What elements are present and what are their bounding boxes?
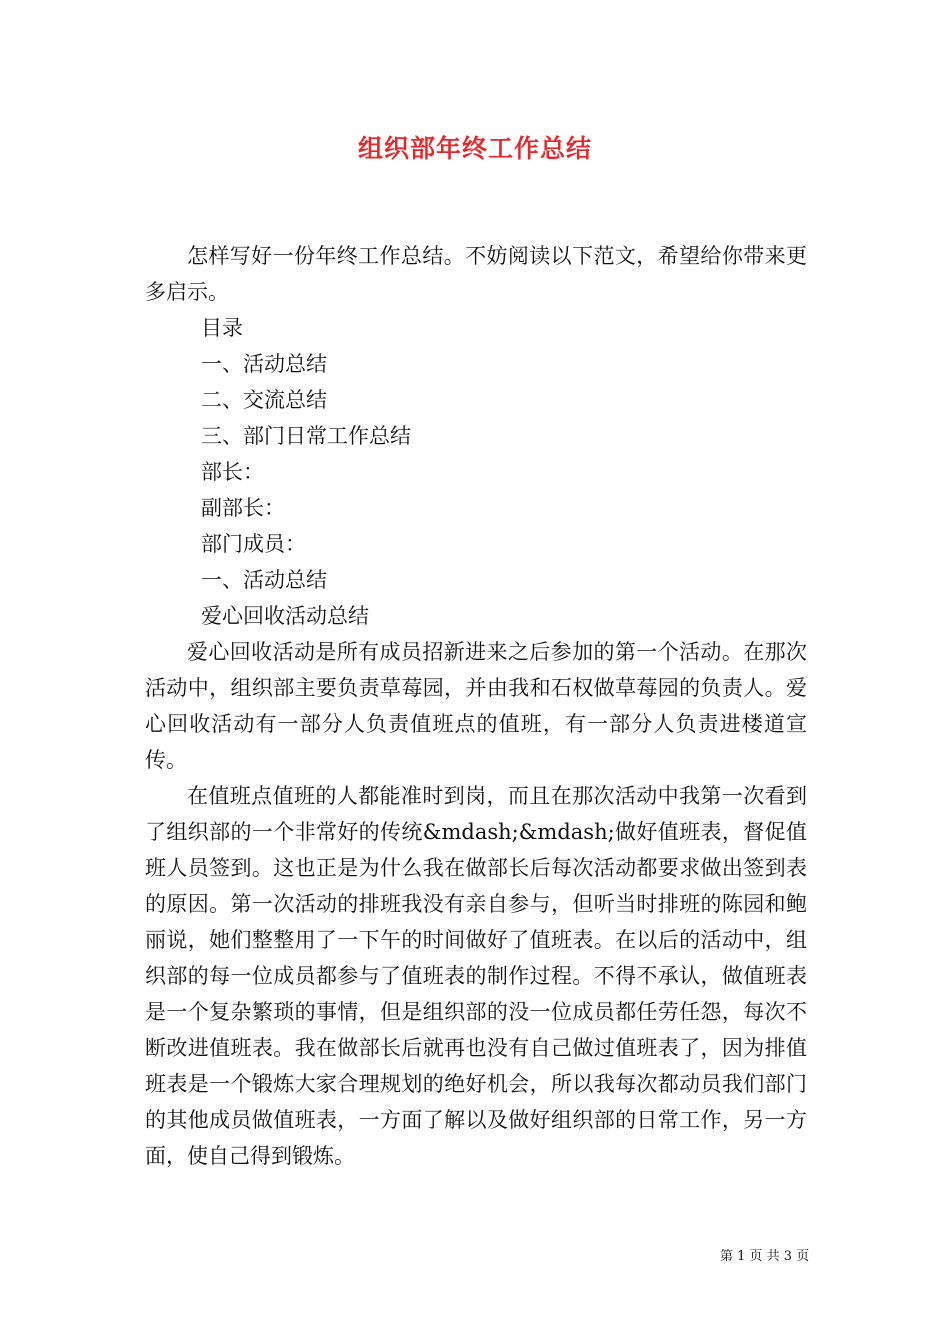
subheading: 爱心回收活动总结 xyxy=(201,604,369,628)
toc-heading: 目录 xyxy=(201,316,243,340)
toc-item: 部门成员： xyxy=(201,532,306,556)
document-title: 组织部年终工作总结 xyxy=(357,134,592,163)
section-heading: 一、活动总结 xyxy=(201,568,327,592)
page-number: 第 1 页 共 3 页 xyxy=(720,1249,810,1264)
toc-item: 三、部门日常工作总结 xyxy=(201,424,411,448)
document-body xyxy=(145,238,807,1174)
body-paragraph: 在值班点值班的人都能准时到岗，而且在那次活动中我第一次看到了组织部的一个非常好的传统&mdash;&mdash;做好值班表，督促值班人员签到。这也正是为什么我在做部长后每次活动都要求做出签到表的原因。第一次活动的排班我没有亲自参与，但听当时排班的陈园和鲍丽说，她们整整用了一下午的时间做好了值班表。在以后的活动中，组织部的每一位成员都参与了值班表的制作过程。不得不承认，做值班表是一个复杂繁琐的事情，但是组织部的没一位成员都任劳任怨，每次不断改进值班表。我在做部长后就再也没有自己做过值班表了，因为排值班表是一个锻炼大家合理规划的绝好机会，所以我每次都动员我们部门的其他成员做值班表，一方面了解以及做好组织部的日常工作，另一方面，使自己得到锻炼。 xyxy=(145,784,807,1168)
intro-paragraph: 怎样写好一份年终工作总结。不妨阅读以下范文，希望给你带来更多启示。 xyxy=(145,244,807,304)
toc-item: 二、交流总结 xyxy=(201,388,327,412)
toc-item: 一、活动总结 xyxy=(201,352,327,376)
toc-item: 副部长： xyxy=(201,496,285,520)
toc-item: 部长： xyxy=(201,460,264,484)
body-paragraph: 爱心回收活动是所有成员招新进来之后参加的第一个活动。在那次活动中，组织部主要负责草莓园，并由我和石权做草莓园的负责人。爱心回收活动有一部分人负责值班点的值班，有一部分人负责进楼道宣传。 xyxy=(145,640,807,772)
